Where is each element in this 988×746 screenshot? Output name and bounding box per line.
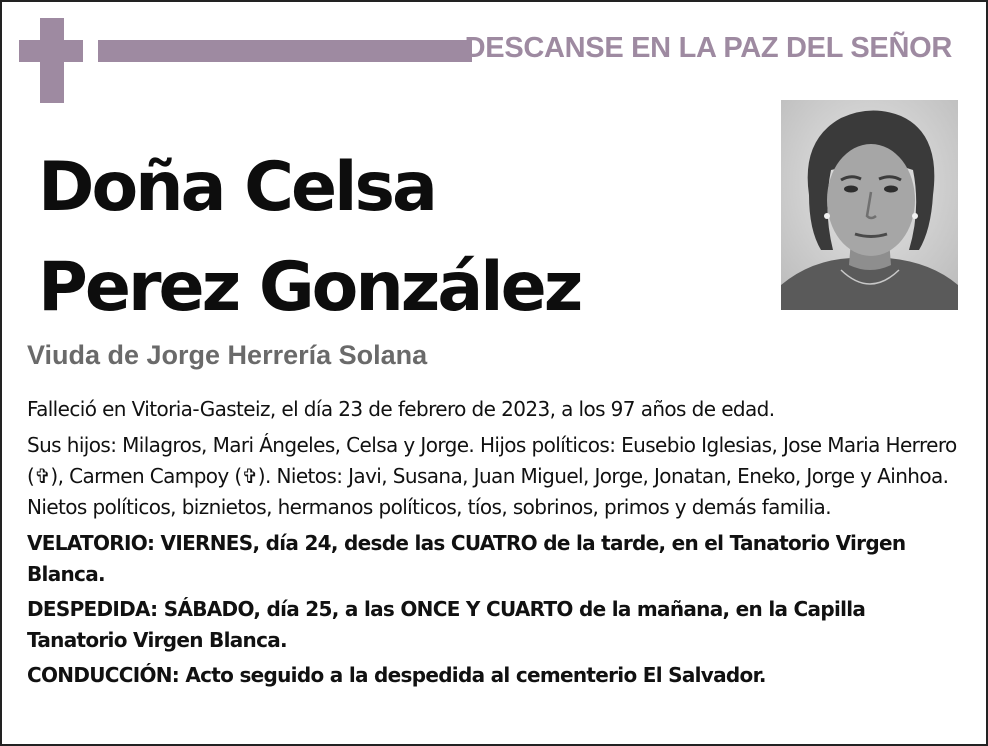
header-rule bbox=[98, 40, 472, 62]
death-paragraph: Falleció en Vitoria-Gasteiz, el día 23 de febrero de 2023, a los 97 años de edad. bbox=[27, 397, 775, 421]
name-line-1: Doña Celsa bbox=[38, 148, 435, 227]
family-paragraph: Sus hijos: Milagros, Mari Ángeles, Celsa y Jorge. Hijos políticos: Eusebio Iglesias, Jose Maria Herrero (✞), Carmen Campoy (✞). Nietos: Javi, Susana, Juan Miguel, Jorge, Jonatan, Eneko, Jorge y Ainhoa. Nietos políticos, biznietos, hermanos políticos, tíos, sobrinos, primos y demás familia. bbox=[27, 433, 957, 519]
despedida-paragraph: DESPEDIDA: SÁBADO, día 25, a las ONCE Y CUARTO de la mañana, en la Capilla Tanatorio Virgen Blanca. bbox=[27, 597, 866, 652]
portrait-photo bbox=[781, 100, 958, 310]
notice-body bbox=[27, 394, 959, 695]
name-line-2: Perez González bbox=[38, 248, 581, 327]
header-title: DESCANSE EN LA PAZ DEL SEÑOR bbox=[464, 32, 952, 64]
widow-subtitle: Viuda de Jorge Herrería Solana bbox=[27, 340, 428, 370]
cross-horizontal-bar bbox=[19, 40, 83, 62]
deceased-name bbox=[38, 138, 580, 338]
conduccion-paragraph: CONDUCCIÓN: Acto seguido a la despedida al cementerio El Salvador. bbox=[27, 663, 766, 687]
velatorio-paragraph: VELATORIO: VIERNES, día 24, desde las CUATRO de la tarde, en el Tanatorio Virgen Blanca. bbox=[27, 531, 906, 586]
